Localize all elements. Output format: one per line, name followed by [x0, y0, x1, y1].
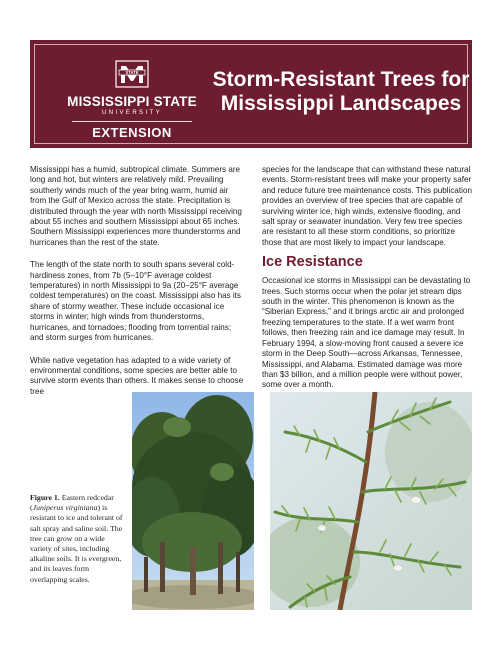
section-heading-ice-resistance: Ice Resistance [262, 254, 363, 271]
paragraph-species: species for the landscape that can withstand these natural events. Storm-resistant trees will make your property safer and reduce future tree maintenance costs. This publication provides an overview of tree species that are capable of surviving winter ice, high winds, extensive flooding, and salt spray or seawater inundation. Very few tree species are resistant to all these storm conditions, so prioritize those that are most likely to impact your landscape. [262, 165, 472, 247]
page-title [210, 68, 472, 116]
paragraph-climate: Mississippi has a humid, subtropical climate. Summers are long and hot, but winters are relatively mild. Prevailing southerly winds much of the year bring warm, humid air from the Gulf of Mexico across the state. Precipitation is distributed through the year with north Mississippi receiving about 55 inches and southern Mississippi about 65 inches. Southern Mississippi experiences more thunderstorms and hurricanes than the rest of the state. [30, 165, 242, 247]
header-banner [30, 40, 472, 148]
msu-m-emblem-icon [115, 60, 149, 88]
title-line-2: Mississippi Landscapes [220, 92, 462, 115]
logo-subtitle: UNIVERSITY [101, 110, 162, 116]
title-line-1: Storm-Resistant Trees for [212, 68, 470, 91]
svg-text:STATE: STATE [125, 70, 139, 76]
paragraph-zones: The length of the state north to south spans several cold-hardiness zones, from 7b (5–10°F average coldest temperatures) in north Mississippi to 9a (20–25°F average coldest temperatures) on the coast. Mississippi also has its share of stormy weather. These include occasional ice storms in winter; high winds from thunderstorms, hurricanes, and tornadoes; flooding from torrential rains; and storm surges from hurricanes. [30, 260, 241, 343]
figure-caption [30, 493, 126, 585]
logo-divider [72, 121, 192, 122]
redcedar-foliage-photo [270, 392, 472, 610]
left-column [30, 165, 246, 409]
redcedar-tree-photo [132, 392, 254, 610]
figure-label: Figure 1. [30, 493, 60, 502]
caption-species: Juniperus virginiana [32, 503, 98, 513]
paragraph-vegetation: While native vegetation has adapted to a wide variety of environmental conditions, some species are better able to survive storm events than others. It makes sense to choose tree [30, 355, 244, 396]
msu-extension-logo [66, 60, 198, 140]
right-column [262, 165, 474, 403]
paragraph-ice-storms: Occasional ice storms in Mississippi can be devastating to trees. Such storms occur when the polar jet stream dips south in the winter. This phenomenon is known as the “Siberian Express,” and it brings arctic air and prolonged freezing temperatures to the state. If a wet warm front follows, then freezing rain and ice damage may result. In February 1994, a slow-moving front caused a severe ice storm in the Deep South—across Arkansas, Tennessee, Mississippi, and Alabama. Estimated damage was more than $3 billion, and a million people were without power, some over a month. [262, 276, 471, 390]
caption-text-2: ) is resistant to ice and tolerant of salt spray and saline soil. The tree can grow on a wide variety of sites, including alkaline soils. It is evergreen, and its leaves form overlapping scales. [30, 503, 123, 584]
logo-university: MISSISSIPPI STATE [67, 94, 197, 109]
caption-text-1: Eastern redcedar ( [30, 493, 114, 513]
logo-extension: EXTENSION [92, 125, 172, 140]
